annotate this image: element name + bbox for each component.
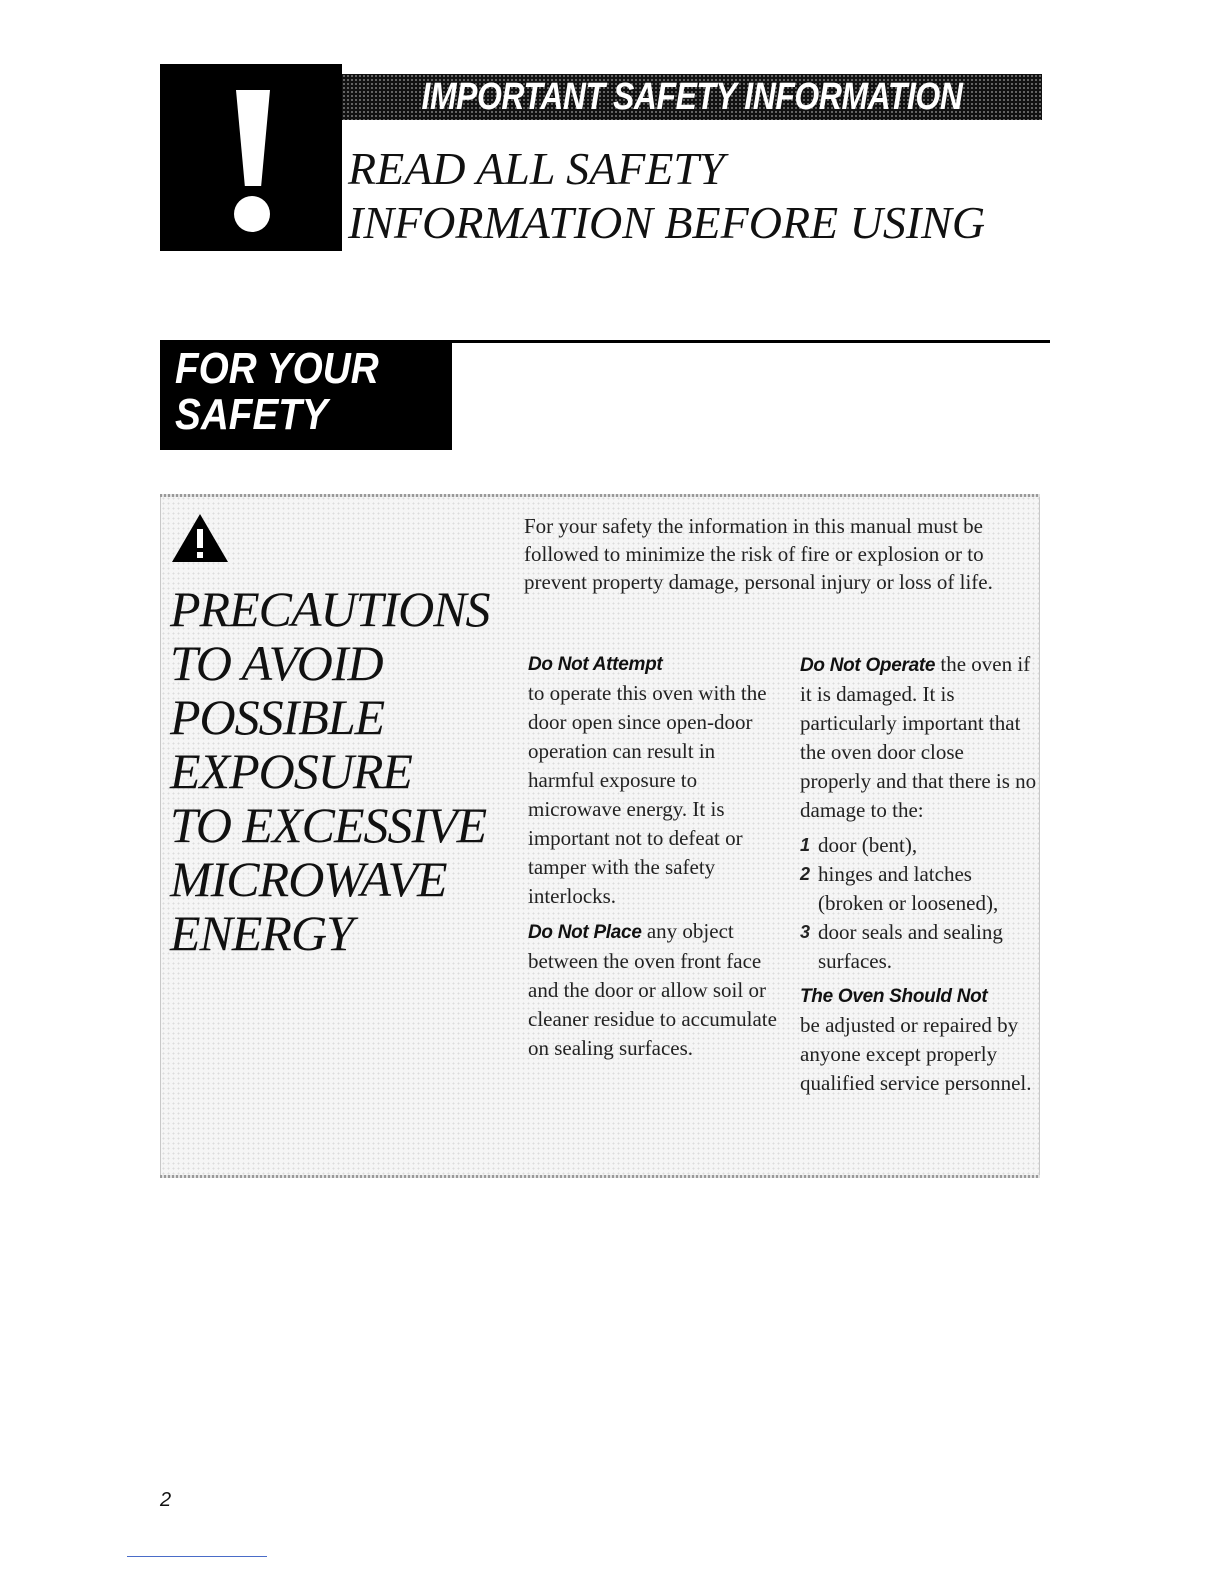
list-item-text: door seals and sealing surfaces. xyxy=(818,920,1003,973)
damage-list xyxy=(800,831,1040,976)
do-not-attempt-heading: Do Not Attempt xyxy=(528,654,663,675)
do-not-attempt-paragraph xyxy=(528,650,778,911)
oven-should-not-paragraph xyxy=(800,982,1040,1098)
list-item-text: hinges and latches (broken or loosened), xyxy=(818,862,999,915)
precautions-title-line: ENERGY xyxy=(170,905,353,961)
page-number: 2 xyxy=(160,1489,172,1511)
list-item-number: 1 xyxy=(800,835,811,855)
column-right xyxy=(800,650,1040,1104)
list-item xyxy=(800,918,1040,976)
oven-should-not-text: be adjusted or repaired by anyone except properly qualified service personnel. xyxy=(800,1013,1032,1095)
intro-paragraph: For your safety the information in this manual must be followed to minimize the risk of fire or explosion or to prevent property damage, personal injury or loss of life. xyxy=(524,514,993,594)
do-not-place-heading: Do Not Place xyxy=(528,922,642,943)
do-not-attempt-text: to operate this oven with the door open since open-door operation can result in harmful exposure to microwave energy. It is important not to defeat or tamper with the safety interlocks. xyxy=(528,681,767,908)
section-title-line-2: SAFETY xyxy=(175,390,328,439)
warning-triangle-icon xyxy=(170,512,230,564)
precautions-title xyxy=(170,582,510,960)
subtitle-line-2: INFORMATION BEFORE USING xyxy=(348,197,986,248)
do-not-operate-paragraph xyxy=(800,650,1040,825)
list-item xyxy=(800,860,1040,918)
box-top-border xyxy=(160,494,1040,497)
precautions-title-line: EXPOSURE xyxy=(170,743,412,799)
column-left xyxy=(528,650,778,1069)
do-not-operate-heading: Do Not Operate xyxy=(800,655,936,676)
section-rule xyxy=(452,340,1050,343)
footer-line xyxy=(127,1556,267,1557)
list-item-number: 3 xyxy=(800,922,811,942)
precautions-title-line: MICROWAVE xyxy=(170,851,447,907)
list-item-text: door (bent), xyxy=(818,833,918,857)
list-item xyxy=(800,831,1040,860)
precautions-title-line: TO AVOID xyxy=(170,635,383,691)
box-bottom-border xyxy=(160,1175,1040,1178)
do-not-operate-text: the oven if it is damaged. It is particularly important that the oven door close properly and that there is no damage to the: xyxy=(800,652,1037,822)
subtitle-line-1: READ ALL SAFETY xyxy=(348,143,725,194)
do-not-place-paragraph xyxy=(528,917,778,1063)
section-title xyxy=(175,346,413,438)
header-subtitle xyxy=(348,142,1038,250)
precautions-title-line: POSSIBLE xyxy=(170,689,385,745)
list-item-number: 2 xyxy=(800,864,811,884)
precautions-title-line: TO EXCESSIVE xyxy=(170,797,487,853)
precautions-title-line: PRECAUTIONS xyxy=(170,581,490,637)
do-not-place-text: any object between the oven front face and the door or allow soil or cleaner residue to accumulate on sealing surfaces. xyxy=(528,919,777,1060)
banner-title: IMPORTANT SAFETY INFORMATION xyxy=(421,76,963,118)
oven-should-not-heading: The Oven Should Not xyxy=(800,986,988,1007)
section-title-line-1: FOR YOUR xyxy=(175,344,379,393)
exclamation-dot xyxy=(234,196,270,232)
